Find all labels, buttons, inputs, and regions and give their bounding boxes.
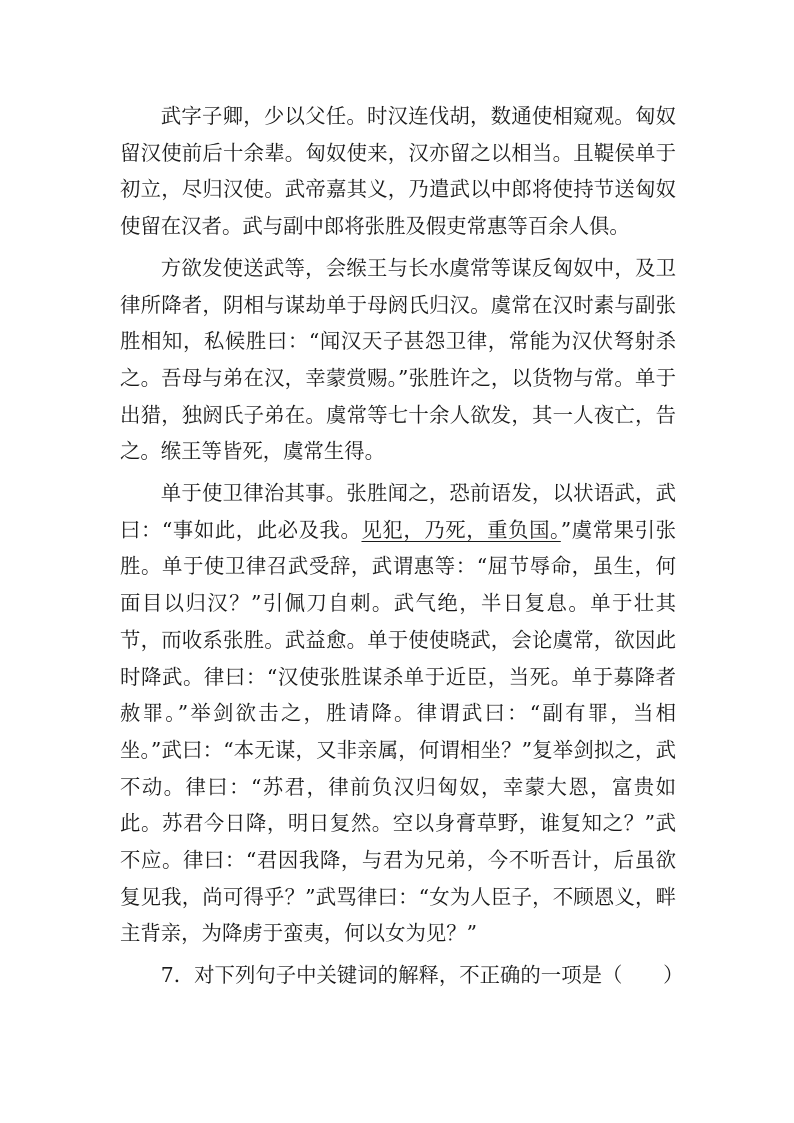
paragraph-2 [120, 250, 676, 470]
paragraph-1-text: 武字子卿，少以父任。时汉连伐胡，数通使相窥观。匈奴留汉使前后十余辈。匈奴使来，汉亦留之以相当。且鞮侯单于初立，尽归汉使。武帝嘉其义，乃遣武以中郎将使持节送匈奴使留在汉者。武与副中郎将张胜及假吏常惠等百余人俱。 [120, 104, 676, 239]
paragraph-3-text-before: 单于使卫律治其事。张胜闻之，恐前语发，以状语武，武曰：“事如此，此必及我。 [120, 481, 676, 542]
paragraph-1 [120, 98, 676, 245]
paragraph-3-text-after: ”虞常果引张胜。单于使卫律召武受辞，武谓惠等：“屈节辱命，虽生，何面目以归汉？”引佩刀自刺。武气绝，半日复息。单于壮其节，而收系张胜。武益愈。单于使使晓武，会论虞常，欲因此时降武。律曰：“汉使张胜谋杀单于近臣，当死。单于募降者赦罪。”举剑欲击之，胜请降。律谓武曰：“副有罪，当相坐。”武曰：“本无谋，又非亲属，何谓相坐？”复举剑拟之，武不动。律曰：“苏君，律前负汉归匈奴，幸蒙大恩，富贵如此。苏君今日降，明日复然。空以身膏草野，谁复知之？”武不应。律曰：“君因我降，与君为兄弟，今不听吾计，后虽欲复见我，尚可得乎？”武骂律曰：“女为人臣子，不顾恩义，畔主背亲，为降虏于蛮夷，何以女为见？” [120, 517, 676, 946]
question-7 [120, 957, 684, 994]
paragraph-3 [120, 475, 676, 952]
paragraph-2-text: 方欲发使送武等，会缑王与长水虞常等谋反匈奴中，及卫律所降者，阴相与谋劫单于母阏氏归汉。虞常在汉时素与副张胜相知，私候胜曰：“闻汉天子甚怨卫律，常能为汉伏弩射杀之。吾母与弟在汉，幸蒙赏赐。”张胜许之，以货物与常。单于出猎，独阏氏子弟在。虞常等七十余人欲发，其一人夜亡，告之。缑王等皆死，虞常生得。 [120, 255, 676, 464]
passage-text [120, 98, 684, 994]
question-7-text: 7．对下列句子中关键词的解释，不正确的一项是（ ） [160, 963, 684, 988]
underlined-sentence: 见犯，乃死，重负国。 [361, 517, 561, 542]
